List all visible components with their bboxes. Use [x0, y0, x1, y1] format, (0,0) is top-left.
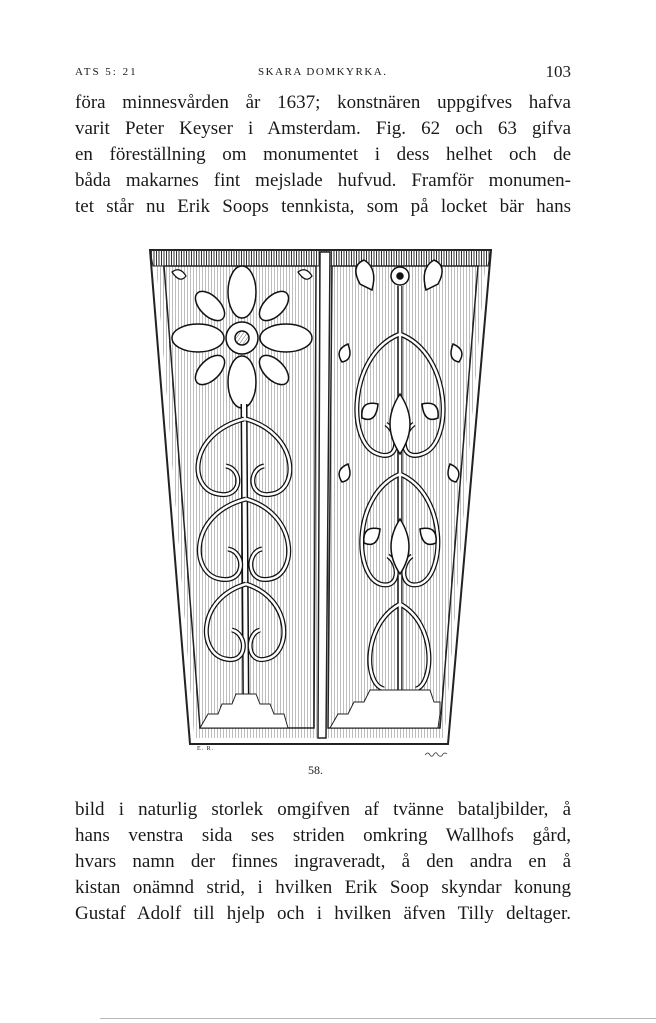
page-edge-rule: [100, 1018, 656, 1019]
engraver-initials: E. R.: [197, 746, 215, 752]
text-line: båda makarnes fint mejslade hufvud. Framför monumen-: [75, 170, 571, 191]
text-line: hvars namn der finnes ingraveradt, å den andra en å: [75, 851, 571, 872]
running-title: SKARA DOMKYRKA.: [258, 66, 388, 78]
text-line: kistan onämnd strid, i hvilken Erik Soop skyndar konung: [75, 877, 571, 898]
running-header: [75, 62, 571, 82]
text-line: tet står nu Erik Soops tennkista, som på locket bär hans: [75, 196, 571, 217]
engraver-signature: [424, 751, 448, 757]
paragraph-bottom: [75, 797, 571, 927]
page-number: 103: [545, 62, 571, 81]
text-line: varit Peter Keyser i Amsterdam. Fig. 62 och 63 gifva: [75, 118, 571, 139]
signature-mark: ATS 5: 21: [75, 66, 138, 78]
paragraph-top: [75, 90, 571, 220]
text-line: en föreställning om monumentet i dess helhet och de: [75, 144, 571, 165]
text-line: bild i naturlig storlek omgifven af tvänne bataljbilder, å: [75, 799, 571, 820]
text-line: Gustaf Adolf till hjelp och i hvilken äfven Tilly deltager.: [75, 903, 571, 924]
figure-number: 58.: [308, 763, 323, 777]
text-line: hans venstra sida ses striden omkring Wallhofs gård,: [75, 825, 571, 846]
engraved-panel-illustration: [148, 244, 494, 750]
text-line: föra minnesvården år 1637; konstnären uppgifves hafva: [75, 92, 571, 113]
